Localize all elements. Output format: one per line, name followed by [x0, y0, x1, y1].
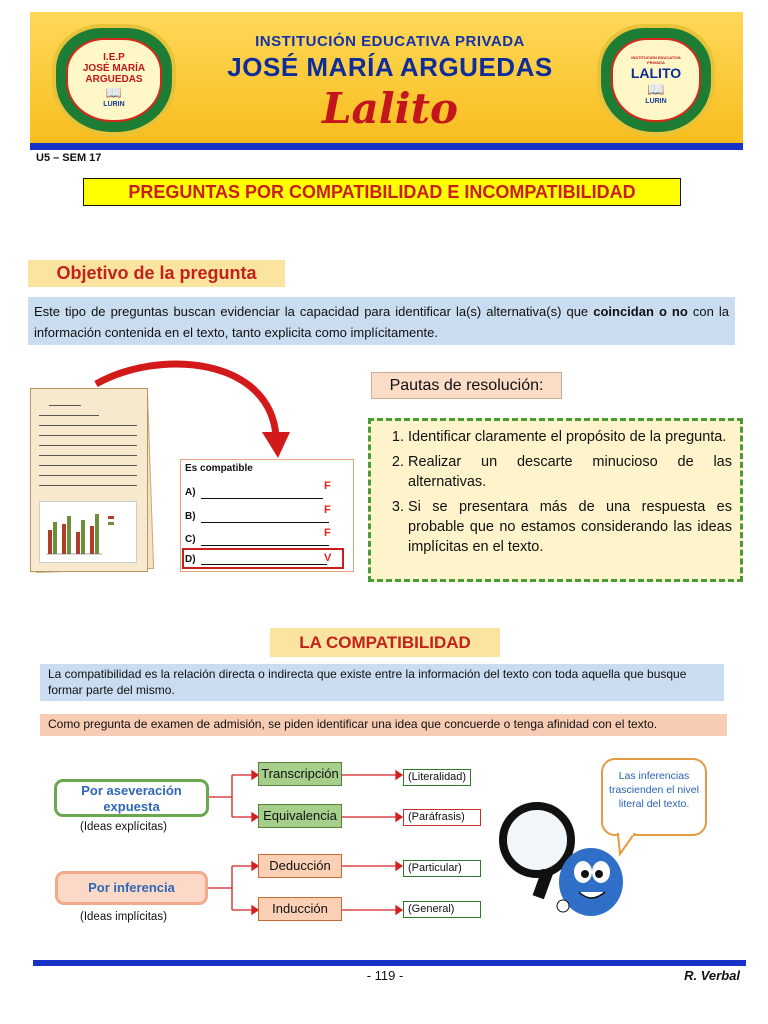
option-mark: F	[324, 527, 331, 539]
option-letter: B)	[185, 511, 196, 522]
option-letter: C)	[185, 534, 196, 545]
crest-text: I.E.P	[103, 52, 125, 63]
unit-label: U5 – SEM 17	[36, 152, 102, 164]
category-label: Por aseveración expuesta	[81, 783, 182, 814]
pauta-item: 1. Identificar claramente el propósito de la pregunta.	[408, 427, 732, 447]
crest-text: LURIN	[103, 101, 125, 108]
bubble-text: Las inferencias trascienden el nivel literal del texto.	[609, 770, 699, 810]
method-box	[258, 854, 342, 878]
method-label: Inducción	[272, 901, 328, 916]
footer-rule	[33, 960, 746, 966]
method-box	[258, 897, 342, 921]
method-box	[258, 804, 342, 828]
category-sub: (Ideas implícitas)	[80, 911, 167, 923]
pauta-item: 3. Si se presentara más de una respuesta es probable que no estamos considerando las ideas implícitas en el texto.	[408, 497, 732, 557]
crest-text: JOSÉ MARÍA	[82, 63, 146, 74]
book-icon: 📖	[105, 85, 123, 100]
category-label: Por inferencia	[88, 880, 175, 895]
speech-bubble-tail	[616, 832, 638, 856]
page-title: PREGUNTAS POR COMPATIBILIDAD E INCOMPATIBILIDAD	[83, 178, 681, 206]
page-number: - 119 -	[366, 968, 404, 983]
exam-note: Como pregunta de examen de admisión, se piden identificar una idea que concuerde o tenga afinidad con el texto.	[40, 714, 727, 736]
category-implicit	[55, 871, 208, 905]
course-name: R. Verbal	[684, 968, 740, 983]
crest-text: ARGUEDAS	[85, 74, 143, 85]
crest-text: LURIN	[645, 98, 667, 105]
method-box	[258, 762, 342, 786]
method-label: Equivalencia	[263, 808, 337, 823]
crest-text: INSTITUCIÓN EDUCATIVA PRIVADA	[631, 55, 681, 65]
option-letter: D)	[185, 554, 196, 565]
option-mark: V	[324, 552, 332, 564]
crest-text: LALITO	[630, 65, 682, 81]
method-label: Deducción	[269, 858, 331, 873]
options-heading: Es compatible	[185, 463, 253, 474]
pautas-title: Pautas de resolución:	[371, 372, 562, 399]
method-tag: (Literalidad)	[403, 769, 471, 786]
category-sub: (Ideas explícitas)	[80, 821, 167, 833]
objective-text-part: Este tipo de preguntas buscan evidenciar la capacidad para identificar la(s) alternativa(s) que	[34, 304, 594, 319]
pauta-item: 2. Realizar un descarte minucioso de las alternativas.	[408, 452, 732, 492]
book-icon: 📖	[647, 81, 665, 97]
method-label: Transcripción	[261, 766, 339, 781]
method-tag: (Particular)	[403, 860, 481, 877]
option-mark: F	[324, 480, 331, 492]
objective-title: Objetivo de la pregunta	[28, 260, 285, 287]
compatibility-title: LA COMPATIBILIDAD	[270, 628, 500, 657]
compatibility-definition: La compatibilidad es la relación directa o indirecta que existe entre la información del texto con toda aquella que busque formar parte del mismo.	[40, 664, 724, 701]
institution-type: INSTITUCIÓN EDUCATIVA PRIVADA	[255, 33, 525, 50]
option-mark: F	[324, 504, 331, 516]
method-tag: (Paráfrasis)	[403, 809, 481, 826]
objective-text-part: con la información contenida en el texto, tanto explicita como implícitamente.	[34, 304, 730, 340]
option-letter: A)	[185, 487, 196, 498]
school-name: JOSÉ MARÍA ARGUEDAS	[227, 52, 553, 82]
brand-logo-text: Lalito	[321, 84, 459, 133]
speech-bubble	[601, 758, 707, 836]
method-tag: (General)	[403, 901, 481, 918]
category-explicit	[54, 779, 209, 817]
objective-text-bold: coincidan o no	[593, 304, 688, 319]
